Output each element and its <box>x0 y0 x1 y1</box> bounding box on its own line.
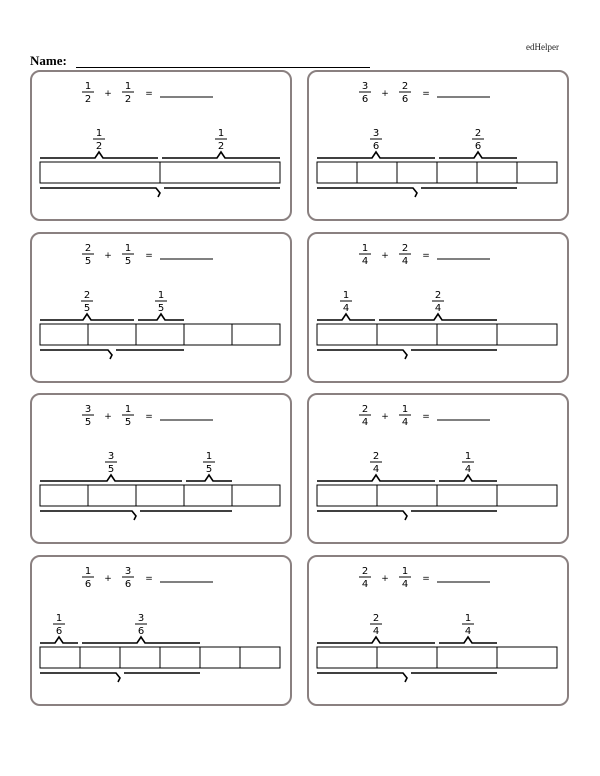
brace-addend-b <box>162 152 280 158</box>
brace-label-a <box>370 613 382 637</box>
brace-addend-b <box>439 637 497 643</box>
brace-addend-a <box>40 152 158 158</box>
brace-label-b-numerator: 1 <box>157 290 165 301</box>
brace-sum-left <box>317 511 407 520</box>
addend-b <box>122 404 134 428</box>
brace-label-a <box>93 128 105 152</box>
brace-label-a-numerator: 1 <box>342 290 350 301</box>
brace-addend-a <box>40 314 134 320</box>
brace-label-b-numerator: 1 <box>217 128 225 139</box>
addend-b-numerator: 1 <box>124 243 132 254</box>
fraction-strip <box>40 324 280 345</box>
addend-a-numerator: 2 <box>84 243 92 254</box>
addend-b <box>399 243 411 267</box>
brace-label-b-denominator: 6 <box>137 626 145 637</box>
equals-sign: = <box>422 251 430 261</box>
addend-b-denominator: 4 <box>401 256 409 267</box>
brace-label-a-numerator: 2 <box>83 290 91 301</box>
plus-sign: + <box>381 89 389 99</box>
addend-a-numerator: 1 <box>84 81 92 92</box>
plus-sign: + <box>104 412 112 422</box>
fraction-strip <box>40 485 280 506</box>
brace-label-b-denominator: 5 <box>205 464 213 475</box>
brace-label-b-denominator: 2 <box>217 141 225 152</box>
addend-a-denominator: 4 <box>361 417 369 428</box>
brace-label-a <box>53 613 65 637</box>
addend-b <box>122 243 134 267</box>
addend-b-denominator: 6 <box>401 94 409 105</box>
brace-label-b <box>432 290 444 314</box>
plus-sign: + <box>381 412 389 422</box>
brace-label-b <box>135 613 147 637</box>
brace-label-a-denominator: 4 <box>372 626 380 637</box>
addend-a-denominator: 4 <box>361 256 369 267</box>
problem-card <box>307 393 569 544</box>
problem-figure <box>32 72 294 223</box>
brace-label-b-numerator: 2 <box>474 128 482 139</box>
equals-sign: = <box>145 89 153 99</box>
plus-sign: + <box>104 89 112 99</box>
addend-a <box>359 243 371 267</box>
brace-label-b-numerator: 2 <box>434 290 442 301</box>
addend-a <box>359 404 371 428</box>
brace-label-a-denominator: 5 <box>107 464 115 475</box>
brace-label-b-denominator: 4 <box>464 626 472 637</box>
addend-b-denominator: 6 <box>124 579 132 590</box>
brace-addend-a <box>317 637 435 643</box>
problem-figure <box>32 557 294 708</box>
brace-label-b-denominator: 6 <box>474 141 482 152</box>
brace-label-a-denominator: 5 <box>83 303 91 314</box>
problem-figure <box>309 72 571 223</box>
brace-label-b-numerator: 1 <box>205 451 213 462</box>
addend-b-denominator: 2 <box>124 94 132 105</box>
brace-label-a <box>370 128 382 152</box>
addend-b <box>122 566 134 590</box>
equals-sign: = <box>422 89 430 99</box>
addend-a-denominator: 6 <box>361 94 369 105</box>
equals-sign: = <box>145 412 153 422</box>
brace-label-a-numerator: 1 <box>95 128 103 139</box>
addend-b <box>399 566 411 590</box>
name-label: Name: <box>30 53 67 68</box>
brace-addend-b <box>138 314 184 320</box>
brace-label-a-denominator: 6 <box>372 141 380 152</box>
addend-b-numerator: 1 <box>401 566 409 577</box>
problem-card <box>30 393 292 544</box>
addend-b <box>122 81 134 105</box>
addend-a <box>82 566 94 590</box>
brace-label-b-denominator: 5 <box>157 303 165 314</box>
problem-figure <box>32 395 294 546</box>
addend-a-denominator: 2 <box>84 94 92 105</box>
brace-sum-left <box>40 350 112 359</box>
brace-sum-left <box>40 511 136 520</box>
brace-addend-b <box>439 152 517 158</box>
addend-a-numerator: 2 <box>361 566 369 577</box>
addend-b-denominator: 5 <box>124 417 132 428</box>
brace-sum-left <box>40 188 160 197</box>
brace-label-a-numerator: 1 <box>55 613 63 624</box>
brace-label-a-numerator: 2 <box>372 451 380 462</box>
addend-a <box>359 81 371 105</box>
addend-a-numerator: 3 <box>361 81 369 92</box>
brace-label-b-denominator: 4 <box>434 303 442 314</box>
brace-label-a <box>340 290 352 314</box>
equals-sign: = <box>422 574 430 584</box>
brace-label-a-denominator: 4 <box>372 464 380 475</box>
problem-card <box>307 555 569 706</box>
addend-b-numerator: 1 <box>401 404 409 415</box>
addend-a <box>82 81 94 105</box>
addend-b-numerator: 1 <box>124 404 132 415</box>
addend-b <box>399 404 411 428</box>
brace-sum-left <box>40 673 120 682</box>
brace-label-b <box>203 451 215 475</box>
problem-figure <box>32 234 294 385</box>
addend-b-numerator: 3 <box>124 566 132 577</box>
brace-addend-a <box>317 475 435 481</box>
brace-addend-b <box>379 314 497 320</box>
equals-sign: = <box>422 412 430 422</box>
addend-a-numerator: 1 <box>361 243 369 254</box>
plus-sign: + <box>104 574 112 584</box>
equals-sign: = <box>145 251 153 261</box>
brace-addend-a <box>40 475 182 481</box>
addend-b-numerator: 2 <box>401 81 409 92</box>
brace-label-b <box>472 128 484 152</box>
addend-a-denominator: 6 <box>84 579 92 590</box>
brace-sum-left <box>317 188 417 197</box>
plus-sign: + <box>381 574 389 584</box>
problem-figure <box>309 557 571 708</box>
addend-a-numerator: 2 <box>361 404 369 415</box>
brace-label-b <box>462 451 474 475</box>
plus-sign: + <box>104 251 112 261</box>
brace-label-a-denominator: 4 <box>342 303 350 314</box>
problem-card <box>307 232 569 383</box>
brand-label: edHelper <box>526 42 559 52</box>
problem-figure <box>309 234 571 385</box>
addend-b-numerator: 2 <box>401 243 409 254</box>
problem-card <box>30 232 292 383</box>
addend-a <box>82 404 94 428</box>
addend-a-denominator: 4 <box>361 579 369 590</box>
brace-label-a-numerator: 3 <box>372 128 380 139</box>
brace-label-b-numerator: 3 <box>137 613 145 624</box>
brace-sum-left <box>317 673 407 682</box>
brace-label-b-numerator: 1 <box>464 613 472 624</box>
addend-a-numerator: 3 <box>84 404 92 415</box>
brace-label-a-numerator: 3 <box>107 451 115 462</box>
brace-addend-b <box>439 475 497 481</box>
brace-label-b <box>462 613 474 637</box>
problem-figure <box>309 395 571 546</box>
brace-label-b-numerator: 1 <box>464 451 472 462</box>
addend-b-numerator: 1 <box>124 81 132 92</box>
addend-a <box>359 566 371 590</box>
addend-a <box>82 243 94 267</box>
problem-card <box>30 555 292 706</box>
problem-card <box>30 70 292 221</box>
brace-addend-a <box>40 637 78 643</box>
brace-label-a <box>81 290 93 314</box>
addend-b-denominator: 5 <box>124 256 132 267</box>
brace-sum-left <box>317 350 407 359</box>
brace-addend-b <box>82 637 200 643</box>
brace-label-b-denominator: 4 <box>464 464 472 475</box>
plus-sign: + <box>381 251 389 261</box>
brace-addend-a <box>317 152 435 158</box>
brace-label-a <box>105 451 117 475</box>
addend-a-numerator: 1 <box>84 566 92 577</box>
addend-a-denominator: 5 <box>84 256 92 267</box>
brace-label-a-numerator: 2 <box>372 613 380 624</box>
brace-addend-a <box>317 314 375 320</box>
addend-b-denominator: 4 <box>401 417 409 428</box>
addend-b-denominator: 4 <box>401 579 409 590</box>
brace-label-a-denominator: 6 <box>55 626 63 637</box>
brace-label-b <box>215 128 227 152</box>
problem-card <box>307 70 569 221</box>
name-input-line[interactable] <box>76 67 370 68</box>
addend-b <box>399 81 411 105</box>
brace-label-a-denominator: 2 <box>95 141 103 152</box>
brace-label-b <box>155 290 167 314</box>
addend-a-denominator: 5 <box>84 417 92 428</box>
brace-addend-b <box>186 475 232 481</box>
equals-sign: = <box>145 574 153 584</box>
brace-label-a <box>370 451 382 475</box>
